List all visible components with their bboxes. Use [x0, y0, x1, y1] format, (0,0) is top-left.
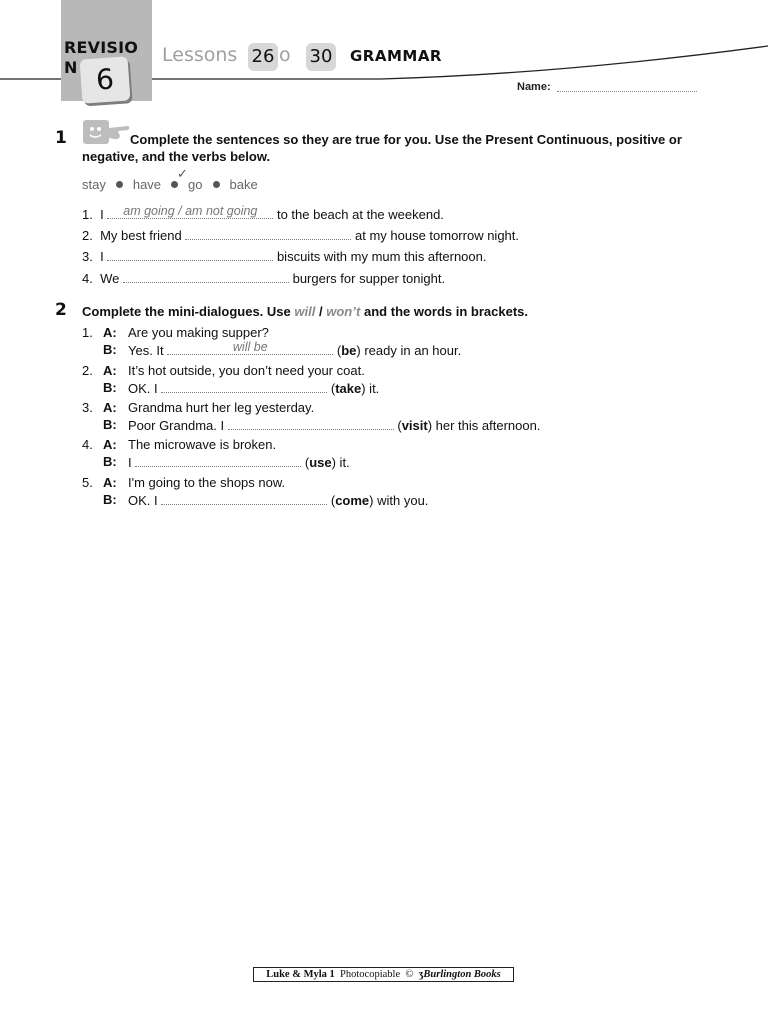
bullet-icon: [171, 181, 178, 188]
instruction-text: Complete the mini-dialogues. Use: [82, 304, 291, 319]
answer-blank[interactable]: [107, 206, 273, 219]
lessons-label: Lessons: [162, 44, 238, 66]
name-label: Name:: [517, 81, 551, 93]
footer-book-title: Luke & Myla 1: [266, 969, 335, 980]
answer-blank[interactable]: [228, 417, 394, 430]
speaker-b: B:: [103, 454, 117, 469]
bullet-icon: [213, 181, 220, 188]
word-bank-item: stay: [82, 177, 106, 192]
word-bank: [82, 177, 258, 192]
revision-title: REVISION: [64, 38, 139, 77]
speaker-a: A:: [103, 437, 117, 452]
dialogue-line-b: I (use) it.: [128, 455, 350, 470]
item-text-before: I: [100, 249, 104, 264]
exercise-1-item: [82, 206, 444, 222]
speaker-b: B:: [103, 492, 117, 507]
lesson-start-number: 26: [248, 43, 278, 71]
footer-copyright: ©: [405, 969, 414, 980]
word-bank-item: go: [188, 177, 203, 192]
line-text-before: OK. I: [128, 493, 158, 508]
item-text-before: I: [100, 207, 104, 222]
exercise-2-instruction: [82, 303, 528, 320]
exercise-1-item: [82, 227, 519, 243]
verb-prompt: take: [335, 381, 362, 396]
lesson-end-number: 30: [306, 43, 336, 71]
item-number: 2.: [82, 228, 93, 243]
item-number: 4.: [82, 271, 93, 286]
dialogue-line-a: The microwave is broken.: [128, 437, 277, 452]
answer-blank[interactable]: [107, 248, 273, 261]
verb-prompt: use: [309, 455, 332, 470]
answer-blank[interactable]: [135, 454, 301, 467]
exercise-2-number: 2: [55, 300, 67, 320]
dialogue-line-a: It’s hot outside, you don’t need your coat.: [128, 363, 365, 378]
item-number: 3.: [82, 249, 93, 264]
line-text-after: ) ready in an hour.: [356, 343, 462, 358]
dialogue-number: 1.: [82, 325, 93, 340]
keyword-will: will: [294, 304, 316, 319]
speaker-b: B:: [103, 380, 117, 395]
line-text-before: OK. I: [128, 381, 158, 396]
instruction-text: and the words in brackets.: [364, 304, 529, 319]
verb-prompt: come: [335, 493, 370, 508]
publisher-logo-icon: ʒ: [418, 969, 424, 980]
line-text-before: Poor Grandma. I: [128, 418, 225, 433]
item-text-before: My best friend: [100, 228, 182, 243]
answer-blank[interactable]: [123, 270, 289, 283]
revision-number: 6: [80, 56, 131, 103]
exercise-1-item: [82, 270, 445, 286]
speaker-a: A:: [103, 325, 117, 340]
dialogue-line-b: Yes. It will be (be) ready in an hour.: [128, 340, 462, 358]
footer: [253, 967, 514, 982]
line-text-after: ) it.: [361, 381, 380, 396]
dialogue-line-b: OK. I (come) with you.: [128, 493, 429, 508]
dialogue-number: 2.: [82, 363, 93, 378]
dialogue-line-a: I'm going to the shops now.: [128, 475, 286, 490]
dialogue-line-b: OK. I (take) it.: [128, 381, 380, 396]
verb-prompt: visit: [401, 418, 428, 433]
speaker-a: A:: [103, 475, 117, 490]
item-number: 1.: [82, 207, 93, 222]
dialogue-number: 4.: [82, 437, 93, 452]
exercise-1-item: [82, 248, 486, 264]
verb-prompt: be: [341, 343, 357, 358]
instruction-slash: /: [318, 304, 323, 319]
speaker-a: A:: [103, 400, 117, 415]
line-text-after: ) her this afternoon.: [427, 418, 541, 433]
word-bank-item: have: [132, 177, 162, 192]
word-bank-item: bake: [229, 177, 258, 192]
answer-blank[interactable]: [161, 380, 327, 393]
bullet-icon: [116, 181, 123, 188]
dialogue-number: 5.: [82, 475, 93, 490]
line-text-after: ) with you.: [369, 493, 429, 508]
item-text-after: to the beach at the weekend.: [276, 207, 444, 222]
lessons-to-label: o: [279, 44, 291, 66]
line-text-after: ) it.: [331, 455, 350, 470]
item-text-after: burgers for supper tonight.: [292, 271, 446, 286]
keyword-wont: won’t: [326, 304, 361, 319]
item-text-after: biscuits with my mum this afternoon.: [276, 249, 487, 264]
speaker-b: B:: [103, 417, 117, 432]
answer-blank[interactable]: [185, 227, 351, 240]
example-answer: am going / am not going: [123, 204, 258, 218]
footer-photocopiable: Photocopiable: [340, 969, 401, 980]
dialogue-line-a: Are you making supper?: [128, 325, 269, 340]
line-text-before: Yes. It: [128, 343, 164, 358]
item-text-before: We: [100, 271, 120, 286]
dialogue-number: 3.: [82, 400, 93, 415]
exercise-1-instruction: Complete the sentences so they are true for you. Use the Present Continuous, positive or negative, and the verbs below.: [82, 132, 682, 164]
dialogue-line-b: Poor Grandma. I (visit) her this afternoon.: [128, 418, 541, 433]
footer-publisher: Burlington Books: [423, 969, 501, 980]
example-answer: will be: [232, 340, 268, 354]
tick-mark-icon: ✓: [177, 166, 188, 181]
section-title: GRAMMAR: [350, 47, 442, 65]
speaker-b: B:: [103, 342, 117, 357]
exercise-1-number: 1: [55, 128, 67, 148]
answer-blank[interactable]: [161, 492, 327, 505]
speaker-a: A:: [103, 363, 117, 378]
name-field[interactable]: [557, 91, 697, 92]
dialogue-line-a: Grandma hurt her leg yesterday.: [128, 400, 315, 415]
answer-blank[interactable]: [167, 342, 333, 355]
line-text-before: I: [128, 455, 132, 470]
item-text-after: at my house tomorrow night.: [354, 228, 520, 243]
